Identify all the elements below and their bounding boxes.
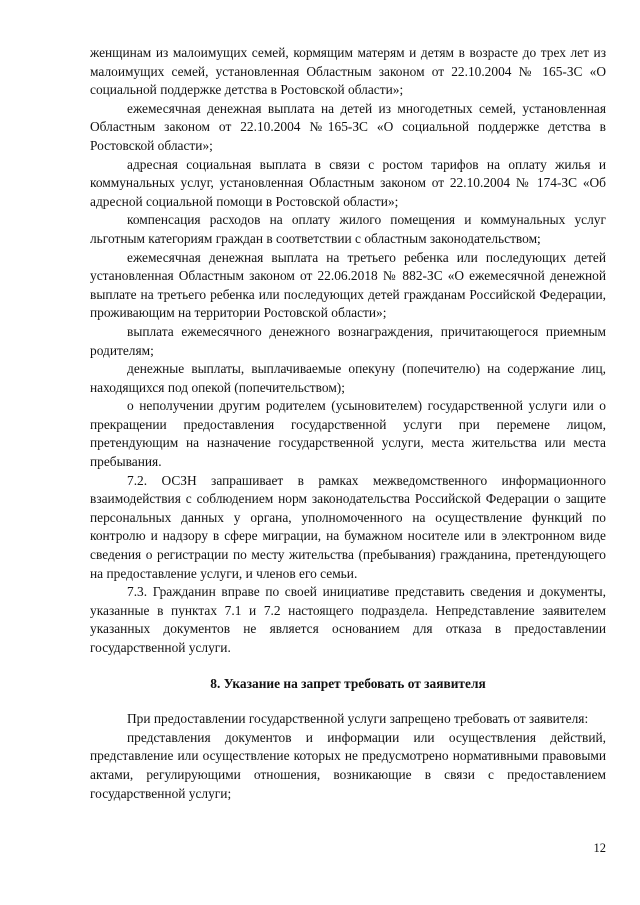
- document-body: [90, 44, 606, 803]
- paragraph: адресная социальная выплата в связи с ростом тарифов на оплату жилья и коммунальных услуг, установленная Областным законом от 22.10.2004 № 174-ЗС «Об адресной социальной помощи в Ростовской области»;: [90, 156, 606, 209]
- paragraph: представления документов и информации или осуществления действий, представление или осуществление которых не предусмотрено нормативными правовыми актами, регулирующими отношения, возникающие в связи с предоставлением государственной услуги;: [90, 729, 606, 801]
- paragraph: 7.2. ОСЗН запрашивает в рамках межведомственного информационного взаимодействия с соблюдением норм законодательства Российской Федерации о защите персональных данных у органа, уполномоченного на осуществление функций по контролю и надзору в сфере миграции, на бумажном носителе или в электронном виде сведения о регистрации по месту жительства (пребывания) гражданина, претендующего на предоставление услуги, и членов его семьи.: [90, 472, 606, 581]
- paragraphs-before-heading: [90, 44, 606, 658]
- paragraphs-after-heading: [90, 710, 606, 803]
- paragraph: ежемесячная денежная выплата на третьего ребенка или последующих детей установленная Областным законом от 22.06.2018 № 882-ЗС «О ежемесячной денежной выплате на третьего ребенка или последующих детей гражданам Российской Федерации, проживающим на территории Ростовской области»;: [90, 249, 606, 321]
- paragraph: компенсация расходов на оплату жилого помещения и коммунальных услуг льготным категориям граждан в соответствии с областным законодательством;: [90, 212, 606, 246]
- page-number: 12: [593, 841, 606, 855]
- paragraph: выплата ежемесячного денежного вознаграждения, причитающегося приемным родителям;: [90, 323, 606, 358]
- paragraph: женщинам из малоимущих семей, кормящим матерям и детям в возрасте до трех лет из малоимущих семей, установленная Областным законом от 22.10.2004 № 165-ЗС «О социальной поддержке детства в Ростовской области»;: [90, 45, 606, 98]
- paragraph: ежемесячная денежная выплата на детей из многодетных семей, установленная Областным законом от 22.10.2004 №165-ЗС «О социальной поддержке детства в Ростовской области»;: [90, 100, 606, 153]
- section-heading: 8. Указание на запрет требовать от заявителя: [210, 675, 486, 691]
- paragraph: 7.3. Гражданин вправе по своей инициативе представить сведения и документы, указанные в пунктах 7.1 и 7.2 настоящего подраздела. Непредставление заявителем указанных документов не является основанием для отказа в предоставлении государственной услуги.: [90, 584, 606, 655]
- paragraph: При предоставлении государственной услуги запрещено требовать от заявителя:: [127, 711, 589, 727]
- paragraph: о неполучении другим родителем (усыновителем) государственной услуги или о прекращении предоставления государственной услуги при перемене лицом, претендующим на назначение государственной услуги, места жительства или места пребывания.: [90, 398, 606, 470]
- paragraph: денежные выплаты, выплачиваемые опекуну (попечителю) на содержание лиц, находящихся под опекой (попечительством);: [90, 361, 606, 395]
